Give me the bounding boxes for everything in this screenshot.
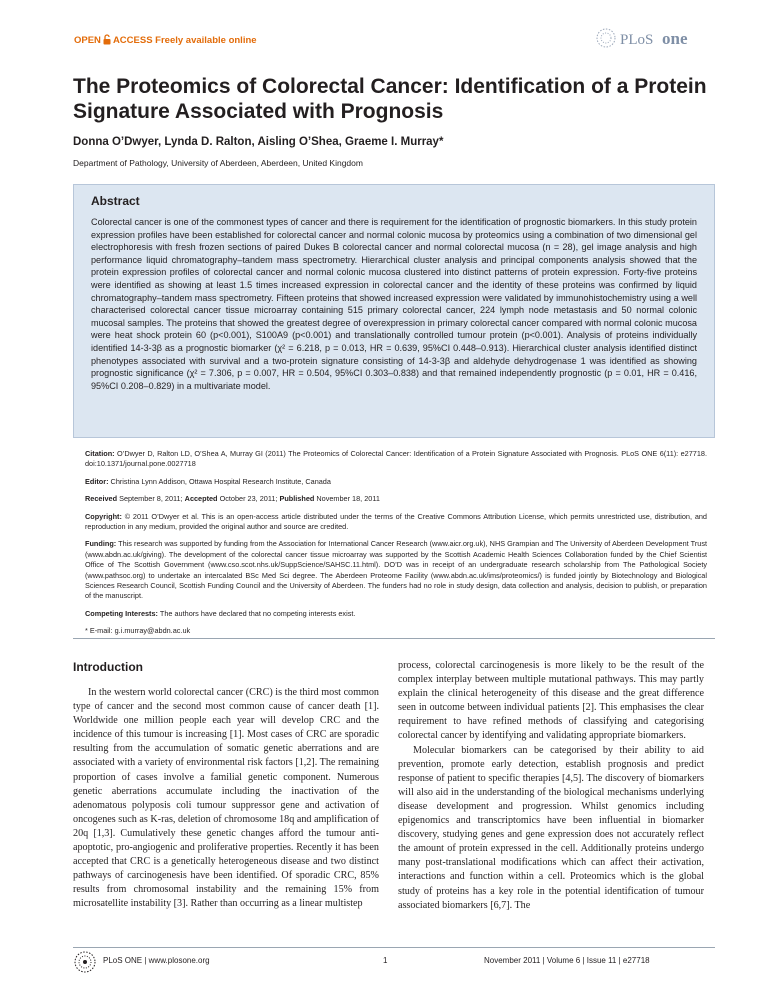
copyright-line: [85, 512, 707, 533]
received-date: September 8, 2011;: [119, 494, 183, 504]
footer-issue-info: November 2011 | Volume 6 | Issue 11 | e27718: [484, 956, 650, 965]
editor-label: Editor:: [85, 476, 109, 486]
citation-line: [85, 449, 707, 470]
intro-paragraph: In the western world colorectal cancer (CRC) is the third most common type of cancer and the second most common cause of cancer death [1]. Worldwide one million people each year will develop CRC and the incidence of this tumour is increasing [1]. Most cases of CRC are sporadic resulting from the accumulation of somatic genetic aberrations and are associated with a variety of environmental risk factors [1,2]. The remaining proportion of cases involve a familial genetic component. Numerous genetic aberrations accumulate including the inactivation of the adenomatous polyposis coli tumour suppressor gene and activation of oncogenes such as K-ras, deletion of chromosome 18q and amplification of 20q [1,3]. Cumulatively these genetic changes afford the tumour anti-apoptotic, pro-angiogenic and proliferative properties. Recently it has been accepted that CRC is a genetically heterogeneous disease and two distinct pathways of carcinogenesis have been identified. Of sporadic CRC, 85% results from chromosomal instability and the remaining 15% from microsatellite instability [3]. Rather than occurring as a linear multistep: [73, 687, 379, 910]
open-access-banner: [74, 34, 257, 46]
competing-text: The authors have declared that no competing interests exist.: [159, 608, 356, 618]
body-column-right: [398, 659, 704, 913]
published-label: Published: [279, 494, 315, 504]
intro-paragraph: Molecular biomarkers can be categorised by their ability to aid prevention, promote early detection, establish prognosis and predict response of patient to specific therapies [4,5]. The discovery of biomarkers will also aid in the understanding of the biological mechanisms underlying disease development and progression. Whilst genomics including epigenomics and transcriptomics have been influential in biomarker discovery, studying genes and gene expression does not accurately reflect the amount of protein expressed in the cell. Additionally proteins undergo many post-translational modifications which can affect their activation, interactions and function within a cell. Proteomics which is the global study of proteins has a key role in the potential identification of tumour associated biomarkers [6,7]. The: [398, 744, 704, 911]
footer-divider: [73, 947, 715, 948]
received-label: Received: [85, 494, 118, 504]
accepted-label: Accepted: [184, 494, 218, 504]
author-list: Donna O’Dwyer, Lynda D. Ralton, Aisling O’Shea, Graeme I. Murray*: [73, 136, 444, 148]
author-affiliation: Department of Pathology, University of Aberdeen, Aberdeen, United Kingdom: [73, 158, 363, 168]
citation-text: O’Dwyer D, Ralton LD, O’Shea A, Murray GI (2011) The Proteomics of Colorectal Cancer: Identification of a Protein Signature Associated with Prognosis. PLoS ONE 6(11): e27718. doi:10.1371/journal.pone.0027718: [85, 449, 707, 469]
abstract-text: Colorectal cancer is one of the commonest types of cancer and there is requirement for the identification of prognostic biomarkers. In this study protein expression profiles have been established for colorectal cancer and normal colonic mucosa by proteomics using a combination of two dimensional gel electrophoresis with fresh frozen sections of paired Dukes B colorectal cancer and normal colorectal mucosa (n = 28), gel image analysis and high performance liquid chromatography–tandem mass spectrometry. Hierarchical cluster analysis and principal components analysis showed that the protein expression profiles of colorectal cancer and normal colonic mucosa clustered into distinct patterns of protein expression. Forty-five proteins were identified as showing at least 1.5 times increased expression in colorectal cancer and the identity of these proteins was confirmed by liquid chromatography–tandem mass spectrometry. Fifteen proteins that showed increased expression were validated by immunohistochemistry using a well characterised colorectal cancer tissue microarray containing 515 primary colorectal cancer, 224 lymph node metastasis and 50 normal colonic mucosal samples. The proteins that showed the greatest degree of overexpression in primary colorectal cancer compared with normal colonic mucosa were heat shock protein 60 (p<0.001), S100A9 (p<0.001) and translationally controlled tumour protein (p<0.001). Analysis of proteins individually identified 14-3-3β as a prognostic biomarker (χ² = 6.218, p = 0.013, HR = 0.639, 95%CI 0.448–0.913). Hierarchical cluster analysis identified distinct phenotypes associated with survival and a two-protein signature consisting of 14-3-3β and aldehyde dehydrogenase 1 was identified as showing prognostic significance (χ² = 7.306, p = 0.007, HR = 0.504, 95%CI 0.303–0.838) and that remained independently prognostic (p = 0.01, HR = 0.416, 95%CI 0.208–0.829) in a multivariate model.: [91, 217, 697, 391]
published-date: November 18, 2011: [316, 494, 380, 504]
email-line: [85, 626, 707, 636]
email-address[interactable]: g.i.murray@abdn.ac.uk: [114, 626, 191, 636]
dates-line: [85, 494, 707, 504]
funding-label: Funding:: [85, 539, 117, 549]
article-title: The Proteomics of Colorectal Cancer: Identification of a Protein Signature Associated with Prognosis: [73, 75, 707, 123]
copyright-text: © 2011 O’Dwyer et al. This is an open-access article distributed under the terms of the Creative Commons Attribution License, which permits unrestricted use, distribution, and reproduction in any medium, provided the original author and source are credited.: [85, 511, 707, 532]
intro-paragraph: process, colorectal carcinogenesis is more likely to be the result of the complex interplay between multiple mutational pathways. This may partly explain the clinical heterogeneity of this disease and the great difference seen in outcome between individual patients [2]. This emphasises the clear requirement to have refined methods of classifying and categorising colorectal cancer by identifying and validating appropriate biomarkers.: [398, 660, 704, 742]
body-column-left: [73, 686, 379, 912]
abstract-box: [73, 184, 715, 438]
editor-line: [85, 477, 707, 487]
editor-text: Christina Lynn Addison, Ottawa Hospital Research Institute, Canada: [110, 476, 331, 486]
oa-access-label: ACCESS Freely available online: [112, 35, 257, 46]
metadata-divider: [73, 638, 715, 639]
footer-page-number: 1: [383, 956, 388, 965]
plos-footer-logo-icon: [73, 950, 97, 974]
copyright-label: Copyright:: [85, 511, 122, 521]
competing-label: Competing Interests:: [85, 608, 158, 618]
funding-text: This research was supported by funding from the Association for International Cancer Research (www.aicr.org.uk), NHS Grampian and The University of Aberdeen Development Trust (www.abdn.ac.uk/giving). The development of the colorectal cancer tissue microarray was supported by the Scottish Academic Health Sciences Collaboration funded by the Chief Scientist Office of The Scottish Government (www.cso.scot.nhs.uk/SuppScience/SAHSC.11.html). DO’D was in receipt of an undergraduate research scholarship from The Pathological Society (www.pathsoc.org) to undertake an intercalated BSc Med Sci degree. The Aberdeen Proteome Facility (www.abdn.ac.uk/ims/proteomics/) is funded jointly by Biotechnology and Biological Sciences Research Council, Scottish Funding Council and the University of Aberdeen. The funders had no role in study design, data collection and analysis, decision to publish, or preparation of the manuscript.: [85, 539, 708, 601]
email-label: * E-mail:: [85, 626, 113, 636]
one-wordmark: one: [662, 29, 688, 48]
competing-interests-line: [85, 609, 707, 619]
accepted-date: October 23, 2011;: [219, 494, 278, 504]
article-metadata: [85, 449, 707, 644]
plos-logo-icon: [596, 26, 706, 50]
abstract-heading: Abstract: [91, 194, 140, 208]
footer-journal-url: PLoS ONE | www.plosone.org: [103, 956, 210, 965]
open-access-lock-icon: [103, 34, 111, 45]
introduction-heading: Introduction: [73, 660, 143, 674]
oa-open-label: OPEN: [74, 35, 101, 46]
plos-wordmark: PLoS: [620, 32, 654, 48]
citation-label: Citation:: [85, 449, 115, 458]
funding-line: [85, 539, 707, 601]
